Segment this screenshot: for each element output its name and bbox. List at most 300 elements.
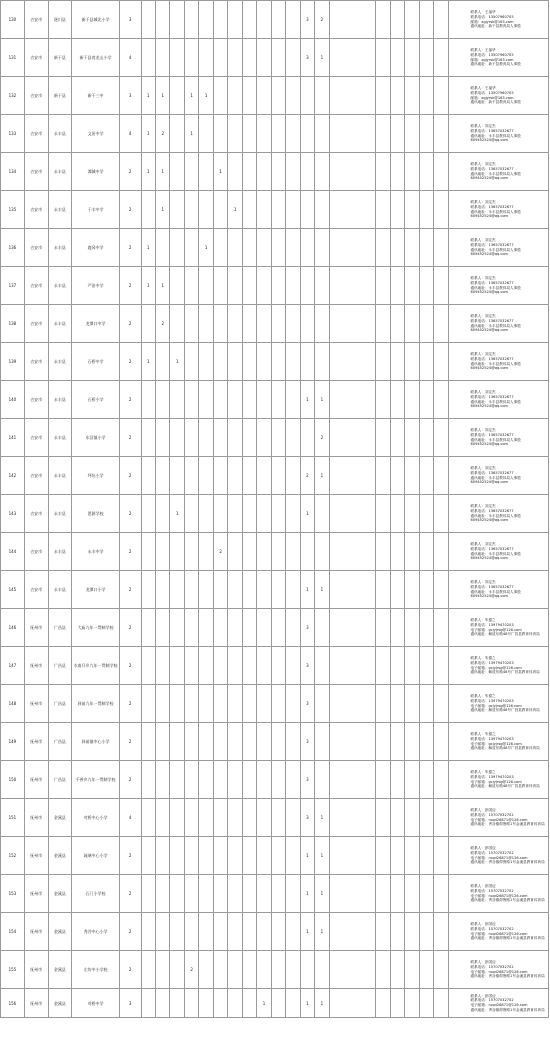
count-cell — [286, 913, 300, 951]
count-cell — [141, 723, 155, 761]
count-cell — [156, 837, 170, 875]
empty-cell — [390, 685, 404, 723]
empty-cell — [329, 609, 376, 647]
contact-info-cell — [448, 837, 549, 875]
empty-cell — [376, 267, 390, 305]
count-cell — [242, 647, 256, 685]
total-count-cell: 2 — [119, 153, 141, 191]
total-count-cell: 2 — [119, 381, 141, 419]
count-cell — [184, 495, 198, 533]
count-cell — [286, 1, 300, 39]
school-cell: 永丰中学 — [72, 533, 120, 571]
contact-line: 联系电话：13657032677 — [470, 394, 514, 399]
empty-cell — [329, 457, 376, 495]
count-cell — [184, 229, 198, 267]
empty-cell — [329, 913, 376, 951]
empty-cell — [376, 305, 390, 343]
empty-cell — [434, 229, 448, 267]
empty-cell — [329, 495, 376, 533]
count-cell — [228, 837, 242, 875]
count-cell — [242, 951, 256, 989]
count-cell — [213, 343, 227, 381]
count-cell: 1 — [315, 381, 329, 419]
count-cell — [286, 571, 300, 609]
table-row — [1, 571, 549, 609]
count-cell — [141, 305, 155, 343]
count-cell: 1 — [300, 989, 314, 1018]
empty-cell — [434, 305, 448, 343]
empty-cell — [405, 989, 419, 1018]
empty-cell — [405, 1, 419, 39]
contact-line: 联系电话：13507960705 — [470, 52, 514, 57]
contact-line: 邮箱：xgjyrsk@163.com — [470, 95, 514, 100]
table-row — [1, 191, 549, 229]
empty-cell — [390, 115, 404, 153]
contact-line: 通讯地址：永丰县教体局人事股 — [470, 361, 521, 366]
count-cell — [170, 609, 184, 647]
count-cell — [271, 381, 285, 419]
count-cell — [242, 343, 256, 381]
count-cell — [228, 799, 242, 837]
count-cell — [271, 343, 285, 381]
school-cell: 新干县育龙山小学 — [72, 39, 120, 77]
empty-cell — [329, 229, 376, 267]
city-cell: 吉安市 — [24, 267, 48, 305]
count-cell: 1 — [257, 989, 271, 1018]
count-cell: 1 — [315, 571, 329, 609]
count-cell — [156, 799, 170, 837]
empty-cell — [405, 837, 419, 875]
city-cell: 吉安市 — [24, 153, 48, 191]
empty-cell — [405, 419, 419, 457]
school-cell: 石门小学校 — [72, 875, 120, 913]
contact-line: 电子邮箱：ruqd26871@126.com — [470, 931, 528, 936]
total-count-cell: 2 — [119, 343, 141, 381]
count-cell — [228, 647, 242, 685]
count-cell — [286, 533, 300, 571]
contact-line: 通讯地址：永丰县教体局人事股 — [470, 133, 521, 138]
empty-cell — [329, 77, 376, 115]
county-cell: 永丰县 — [48, 533, 72, 571]
count-cell — [257, 495, 271, 533]
count-cell — [242, 495, 256, 533]
count-cell — [286, 381, 300, 419]
row-number: 147 — [1, 647, 25, 685]
contact-info-cell — [448, 951, 549, 989]
count-cell — [271, 647, 285, 685]
contact-line: 联系电话：13507960705 — [470, 14, 514, 19]
empty-cell — [419, 837, 433, 875]
total-count-cell: 2 — [119, 609, 141, 647]
contact-info-cell — [448, 989, 549, 1018]
count-cell — [184, 419, 198, 457]
school-cell: 文田中学 — [72, 115, 120, 153]
count-cell: 3 — [300, 39, 314, 77]
count-cell: 3 — [300, 647, 314, 685]
contact-line: 609452524@qq.com — [470, 404, 509, 409]
contact-line: 联系电话：13657032677 — [470, 546, 514, 551]
count-cell — [300, 115, 314, 153]
count-cell — [315, 685, 329, 723]
total-count-cell: 2 — [119, 685, 141, 723]
contact-info-cell — [448, 875, 549, 913]
empty-cell — [329, 1, 376, 39]
city-cell: 吉安市 — [24, 419, 48, 457]
contact-line: 通讯地址：解放东路48号广昌县教育体育局 — [470, 708, 540, 713]
count-cell — [228, 77, 242, 115]
count-cell — [141, 571, 155, 609]
contact-line: 电子邮箱：ruqd26871@126.com — [470, 893, 528, 898]
empty-cell — [376, 761, 390, 799]
count-cell — [257, 951, 271, 989]
city-cell: 吉安市 — [24, 1, 48, 39]
count-cell — [184, 39, 198, 77]
count-cell — [184, 761, 198, 799]
count-cell — [170, 989, 184, 1018]
count-cell: 3 — [300, 723, 314, 761]
count-cell — [213, 837, 227, 875]
empty-cell — [376, 495, 390, 533]
count-cell — [199, 837, 213, 875]
count-cell — [300, 305, 314, 343]
count-cell — [184, 153, 198, 191]
county-cell: 金溪县 — [48, 951, 72, 989]
empty-cell — [390, 343, 404, 381]
count-cell — [170, 951, 184, 989]
count-cell: 3 — [300, 799, 314, 837]
empty-cell — [434, 77, 448, 115]
count-cell — [199, 457, 213, 495]
empty-cell — [419, 495, 433, 533]
contact-info-cell — [448, 115, 549, 153]
contact-info-cell — [448, 457, 549, 495]
count-cell — [242, 191, 256, 229]
count-cell — [213, 989, 227, 1018]
contact-line: 联系人：王福华 — [470, 48, 496, 53]
count-cell: 1 — [141, 115, 155, 153]
count-cell — [170, 77, 184, 115]
contact-info-cell — [448, 913, 549, 951]
contact-line: 609452524@qq.com — [470, 138, 509, 143]
count-cell — [271, 39, 285, 77]
count-cell — [170, 191, 184, 229]
count-cell — [141, 381, 155, 419]
city-cell: 吉安市 — [24, 495, 48, 533]
contact-line: 联系人：刘定杰 — [470, 238, 496, 243]
count-cell — [286, 951, 300, 989]
school-cell: 鹿冈中学 — [72, 229, 120, 267]
count-cell — [141, 875, 155, 913]
empty-cell — [390, 799, 404, 837]
count-cell — [213, 951, 227, 989]
table-row — [1, 989, 549, 1018]
empty-cell — [376, 837, 390, 875]
count-cell — [286, 343, 300, 381]
city-cell: 吉安市 — [24, 381, 48, 419]
count-cell — [257, 191, 271, 229]
count-cell: 1 — [141, 77, 155, 115]
count-cell — [315, 723, 329, 761]
contact-line: 联系电话：13657032677 — [470, 204, 514, 209]
row-number: 133 — [1, 115, 25, 153]
empty-cell — [376, 343, 390, 381]
empty-cell — [419, 989, 433, 1018]
count-cell — [271, 533, 285, 571]
count-cell: 1 — [228, 191, 242, 229]
count-cell — [213, 571, 227, 609]
count-cell — [213, 647, 227, 685]
empty-cell — [405, 875, 419, 913]
empty-cell — [376, 913, 390, 951]
count-cell — [257, 761, 271, 799]
count-cell — [300, 419, 314, 457]
count-cell — [170, 685, 184, 723]
count-cell — [228, 229, 242, 267]
count-cell — [286, 723, 300, 761]
empty-cell — [434, 495, 448, 533]
empty-cell — [390, 229, 404, 267]
count-cell — [199, 761, 213, 799]
count-cell — [213, 913, 227, 951]
empty-cell — [329, 419, 376, 457]
school-cell: 东汉镇小学 — [72, 419, 120, 457]
school-cell: 对桥中学 — [72, 989, 120, 1018]
empty-cell — [405, 267, 419, 305]
empty-cell — [419, 913, 433, 951]
count-cell — [199, 609, 213, 647]
school-cell: 潭城中学 — [72, 153, 120, 191]
empty-cell — [405, 571, 419, 609]
count-cell: 1 — [141, 153, 155, 191]
contact-info-cell — [448, 229, 549, 267]
count-cell — [141, 191, 155, 229]
count-cell — [199, 1, 213, 39]
table-row — [1, 723, 549, 761]
empty-cell — [434, 685, 448, 723]
count-cell — [300, 951, 314, 989]
count-cell — [199, 533, 213, 571]
contact-line: 联系人：朱德之 — [470, 694, 496, 699]
city-cell: 吉安市 — [24, 457, 48, 495]
city-cell: 吉安市 — [24, 115, 48, 153]
empty-cell — [390, 533, 404, 571]
table-row — [1, 457, 549, 495]
count-cell — [271, 799, 285, 837]
contact-line: 联系电话：13657032677 — [470, 280, 514, 285]
contact-line: 609452524@qq.com — [470, 442, 509, 447]
empty-cell — [434, 799, 448, 837]
school-cell: 千善乡九年一贯制学校 — [72, 761, 120, 799]
empty-cell — [329, 343, 376, 381]
contact-line: 通讯地址：永丰县教体局人事股 — [470, 171, 521, 176]
count-cell — [170, 875, 184, 913]
empty-cell — [434, 457, 448, 495]
contact-line: 609452524@qq.com — [470, 328, 509, 333]
count-cell — [184, 989, 198, 1018]
row-number: 131 — [1, 39, 25, 77]
count-cell: 2 — [156, 305, 170, 343]
count-cell — [271, 609, 285, 647]
count-cell — [271, 571, 285, 609]
count-cell — [199, 305, 213, 343]
count-cell: 1 — [156, 153, 170, 191]
county-cell: 广昌县 — [48, 723, 72, 761]
count-cell: 2 — [213, 533, 227, 571]
empty-cell — [434, 913, 448, 951]
contact-line: 电子邮箱：gcjyjrsg@126.com — [470, 627, 522, 632]
count-cell — [228, 685, 242, 723]
row-number: 135 — [1, 191, 25, 229]
count-cell — [213, 723, 227, 761]
county-cell: 广昌县 — [48, 685, 72, 723]
total-count-cell: 2 — [119, 837, 141, 875]
empty-cell — [419, 533, 433, 571]
count-cell — [242, 533, 256, 571]
total-count-cell: 2 — [119, 191, 141, 229]
count-cell — [242, 913, 256, 951]
empty-cell — [376, 571, 390, 609]
count-cell — [228, 875, 242, 913]
count-cell — [156, 647, 170, 685]
count-cell — [156, 609, 170, 647]
count-cell — [257, 381, 271, 419]
contact-line: 609452524@qq.com — [470, 290, 509, 295]
count-cell — [199, 115, 213, 153]
count-cell — [315, 191, 329, 229]
count-cell — [213, 305, 227, 343]
count-cell — [170, 571, 184, 609]
contact-line: 通讯地址：秀谷镇仰鲁路1号金溪县教育体育局 — [470, 1007, 545, 1012]
count-cell — [257, 229, 271, 267]
count-cell — [242, 1, 256, 39]
count-cell — [156, 457, 170, 495]
count-cell — [257, 571, 271, 609]
empty-cell — [376, 723, 390, 761]
empty-cell — [419, 77, 433, 115]
contact-line: 通讯地址：永丰县教体局人事股 — [470, 589, 521, 594]
empty-cell — [329, 267, 376, 305]
contact-line: 联系电话：13657032677 — [470, 584, 514, 589]
count-cell — [228, 913, 242, 951]
count-cell — [286, 647, 300, 685]
city-cell: 抚州市 — [24, 913, 48, 951]
empty-cell — [434, 875, 448, 913]
count-cell — [228, 305, 242, 343]
count-cell — [257, 153, 271, 191]
row-number: 136 — [1, 229, 25, 267]
contact-line: 联系电话：13657032677 — [470, 128, 514, 133]
county-cell: 永丰县 — [48, 419, 72, 457]
count-cell — [156, 533, 170, 571]
contact-line: 联系人：朱德之 — [470, 656, 496, 661]
empty-cell — [405, 609, 419, 647]
count-cell — [271, 153, 285, 191]
count-cell — [199, 875, 213, 913]
empty-cell — [434, 989, 448, 1018]
contact-line: 联系电话：13507960705 — [470, 90, 514, 95]
count-cell — [257, 77, 271, 115]
empty-cell — [405, 153, 419, 191]
empty-cell — [405, 647, 419, 685]
contact-line: 609452524@qq.com — [470, 214, 509, 219]
count-cell — [242, 381, 256, 419]
count-cell: 1 — [300, 913, 314, 951]
empty-cell — [405, 343, 419, 381]
count-cell — [184, 875, 198, 913]
empty-cell — [329, 799, 376, 837]
row-number: 134 — [1, 153, 25, 191]
count-cell — [170, 39, 184, 77]
count-cell — [199, 495, 213, 533]
contact-line: 联系人：彭国迈 — [470, 884, 496, 889]
count-cell — [257, 913, 271, 951]
count-cell: 2 — [315, 1, 329, 39]
contact-line: 609452524@qq.com — [470, 176, 509, 181]
contact-line: 联系人：刘定杰 — [470, 352, 496, 357]
count-cell — [141, 913, 155, 951]
contact-line: 联系电话：15707032702 — [470, 964, 514, 969]
count-cell — [228, 457, 242, 495]
county-cell: 永丰县 — [48, 571, 72, 609]
empty-cell — [390, 457, 404, 495]
row-number: 155 — [1, 951, 25, 989]
count-cell — [271, 267, 285, 305]
contact-info-cell — [448, 39, 549, 77]
city-cell: 吉安市 — [24, 343, 48, 381]
contact-line: 联系人：朱德之 — [470, 770, 496, 775]
count-cell — [199, 343, 213, 381]
contact-info-cell — [448, 533, 549, 571]
contact-line: 通讯地址：解放东路48号广昌县教育体育局 — [470, 784, 540, 789]
contact-line: 609452524@qq.com — [470, 594, 509, 599]
county-cell: 遂川县 — [48, 1, 72, 39]
empty-cell — [419, 951, 433, 989]
empty-cell — [434, 267, 448, 305]
count-cell: 1 — [141, 343, 155, 381]
city-cell: 抚州市 — [24, 837, 48, 875]
count-cell — [315, 229, 329, 267]
count-cell: 1 — [156, 267, 170, 305]
contact-line: 联系人：刘定杰 — [470, 162, 496, 167]
count-cell — [170, 381, 184, 419]
contact-line: 联系电话：13979470203 — [470, 774, 514, 779]
count-cell: 1 — [300, 571, 314, 609]
empty-cell — [390, 913, 404, 951]
city-cell: 抚州市 — [24, 875, 48, 913]
empty-cell — [419, 115, 433, 153]
contact-line: 联系人：彭国迈 — [470, 846, 496, 851]
count-cell: 1 — [199, 229, 213, 267]
count-cell — [213, 77, 227, 115]
empty-cell — [376, 1, 390, 39]
empty-cell — [390, 39, 404, 77]
count-cell — [199, 913, 213, 951]
count-cell — [286, 305, 300, 343]
empty-cell — [405, 723, 419, 761]
city-cell: 吉安市 — [24, 229, 48, 267]
count-cell — [170, 723, 184, 761]
count-cell — [199, 419, 213, 457]
empty-cell — [390, 837, 404, 875]
empty-cell — [434, 609, 448, 647]
table-row — [1, 533, 549, 571]
count-cell — [141, 533, 155, 571]
contact-info-cell — [448, 685, 549, 723]
count-cell — [315, 647, 329, 685]
table-row — [1, 799, 549, 837]
count-cell — [242, 267, 256, 305]
count-cell: 1 — [156, 191, 170, 229]
